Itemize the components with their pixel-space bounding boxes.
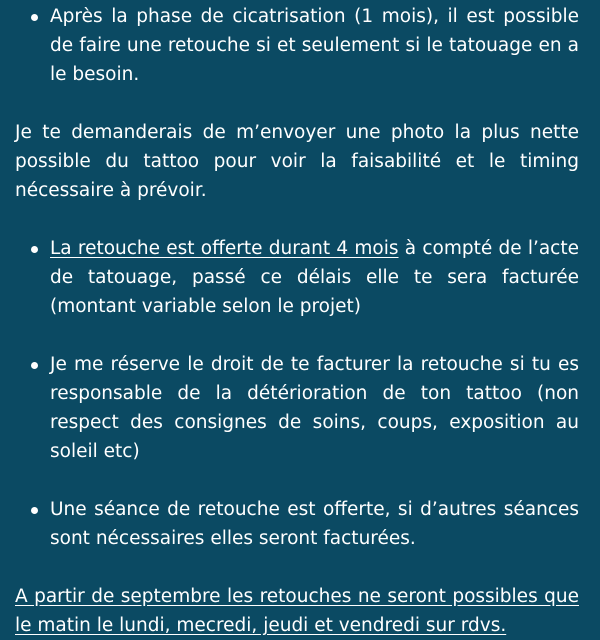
bullet-dot-icon	[31, 507, 38, 514]
photo-request-paragraph: Je te demanderais de m’envoyer une photo la plus nette possible du tattoo pour voir la faisabilité et le timing nécessaire à prévoir.	[15, 122, 579, 201]
schedule-note: A partir de septembre les retouches ne seront possibles que le matin le lundi, mecredi, jeudi et vendredi sur rdvs.	[15, 586, 579, 636]
document-body	[15, 2, 579, 640]
list-item-damage-responsibility	[15, 350, 579, 466]
list-item-healing-retouch	[15, 2, 579, 89]
list-item-text: Une séance de retouche est offerte, si d’autres séances sont nécessaires elles seront facturées.	[50, 499, 579, 549]
bullet-dot-icon	[31, 246, 38, 253]
bullet-dot-icon	[31, 362, 38, 369]
bullet-dot-icon	[31, 14, 38, 21]
list-item-text: Après la phase de cicatrisation (1 mois), il est possible de faire une retouche si et seulement si le tatouage en a le besoin.	[50, 6, 579, 85]
list-item-text: à compté de l’acte de tatouage, passé ce délais elle te sera facturée (montant variable selon le projet)	[50, 238, 579, 317]
list-item-free-retouch-period	[15, 234, 579, 321]
list-item-free-session	[15, 495, 579, 553]
list-item-text: Je me réserve le droit de te facturer la retouche si tu es responsable de la détérioration de ton tattoo (non respect des consignes de soins, coups, exposition au soleil etc)	[50, 354, 579, 462]
underlined-emphasis: La retouche est offerte durant 4 mois	[50, 238, 399, 259]
